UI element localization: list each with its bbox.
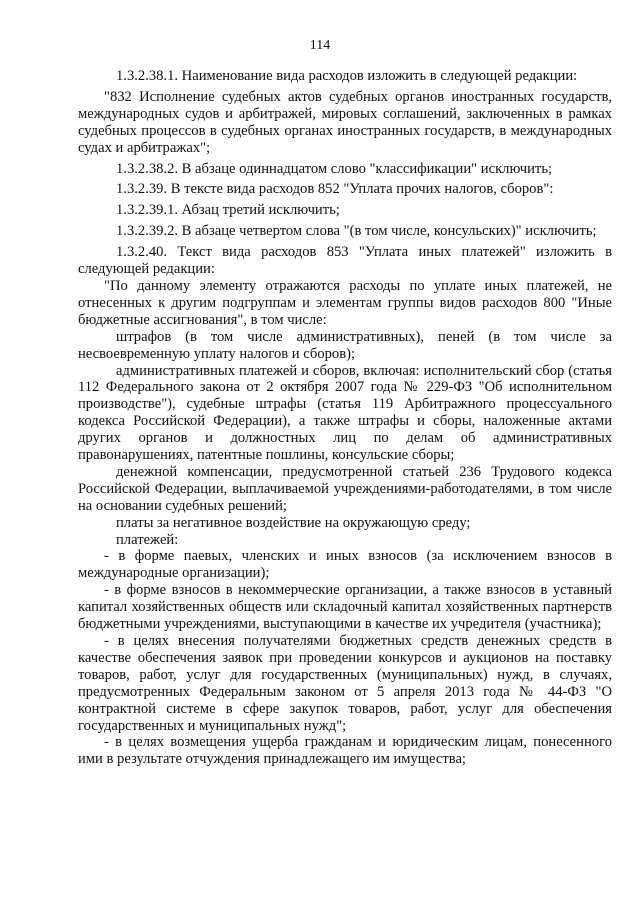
paragraph-1-3-2-38-2: 1.3.2.38.2. В абзаце одиннадцатом слово "классификации" исключить; xyxy=(116,160,553,177)
paragraph-1-3-2-39: 1.3.2.39. В тексте вида расходов 852 "Уплата прочих налогов, сборов": xyxy=(116,181,554,198)
paragraph-quote-832: "832 Исполнение судебных актов судебных органов иностранных государств, международных судов и арбитражей, мировых соглашений, заключенных в рамках судебных процессов в судебных органах иностранных государств, в международных судах и арбитражах"; xyxy=(78,88,612,156)
list-item-nonprofit-contributions: - в форме взносов в некоммерческие организации, а также взносов в уставный капитал хозяйственных обществ или складочный капитал хозяйственных партнерств бюджетными учреждениями, выступающими в качестве их учредителя (участника); xyxy=(78,582,612,633)
paragraph-1-3-2-40: 1.3.2.40. Текст вида расходов 853 "Уплата иных платежей" изложить в следующей редакции: xyxy=(78,244,612,278)
paragraph-administrative-payments: административных платежей и сборов, включая: исполнительский сбор (статья 112 Федерального закона от 2 октября 2007 года № 229-ФЗ "Об исполнительном производстве"), судебные штрафы (статья 119 Арбитражного процессуального кодекса Российской Федерации), а также штрафы и сборы, наложенные актами других органов и должностных лиц по делам об административных правонарушениях, патентные пошлины, консульские сборы; xyxy=(78,362,612,464)
paragraph-fines: штрафов (в том числе административных), пеней (в том числе за несвоевременную уплату налогов и сборов); xyxy=(78,328,612,362)
paragraph-monetary-compensation: денежной компенсации, предусмотренной статьей 236 Трудового кодекса Российской Федерации, выплачиваемой учреждениями-работодателями, в том числе на основании судебных решений; xyxy=(78,463,612,514)
paragraph-1-3-2-39-2: 1.3.2.39.2. В абзаце четвертом слова "(в том числе, консульских)" исключить; xyxy=(116,223,597,240)
paragraph-1-3-2-39-1: 1.3.2.39.1. Абзац третий исключить; xyxy=(116,202,340,219)
paragraph-payments-heading: платежей: xyxy=(116,531,179,548)
list-item-share-contributions: - в форме паевых, членских и иных взносов (за исключением взносов в международные организации); xyxy=(78,548,612,582)
list-item-damage-compensation: - в целях возмещения ущерба гражданам и юридическим лицам, понесенного ими в результате отчуждения принадлежащего им имущества; xyxy=(78,734,612,768)
document-body xyxy=(78,64,612,768)
paragraph-quote-853: "По данному элементу отражаются расходы по уплате иных платежей, не отнесенных к другим подгруппам и элементам группы видов расходов 800 "Иные бюджетные ассигнования", в том числе: xyxy=(78,277,612,328)
paragraph-environmental-fee: платы за негативное воздействие на окружающую среду; xyxy=(116,514,471,531)
paragraph-1-3-2-38-1: 1.3.2.38.1. Наименование вида расходов изложить в следующей редакции: xyxy=(116,68,578,84)
page-number: 114 xyxy=(309,38,331,53)
list-item-bid-security: - в целях внесения получателями бюджетных средств денежных средств в качестве обеспечения заявок при проведении конкурсов и аукционов на поставку товаров, работ, услуг для государственных (муниципальных) нужд, в случаях, предусмотренных Федеральным законом от 5 апреля 2013 года № 44-ФЗ "О контрактной системе в сфере закупок товаров, работ, услуг для обеспечения государственных и муниципальных нужд"; xyxy=(78,633,612,734)
